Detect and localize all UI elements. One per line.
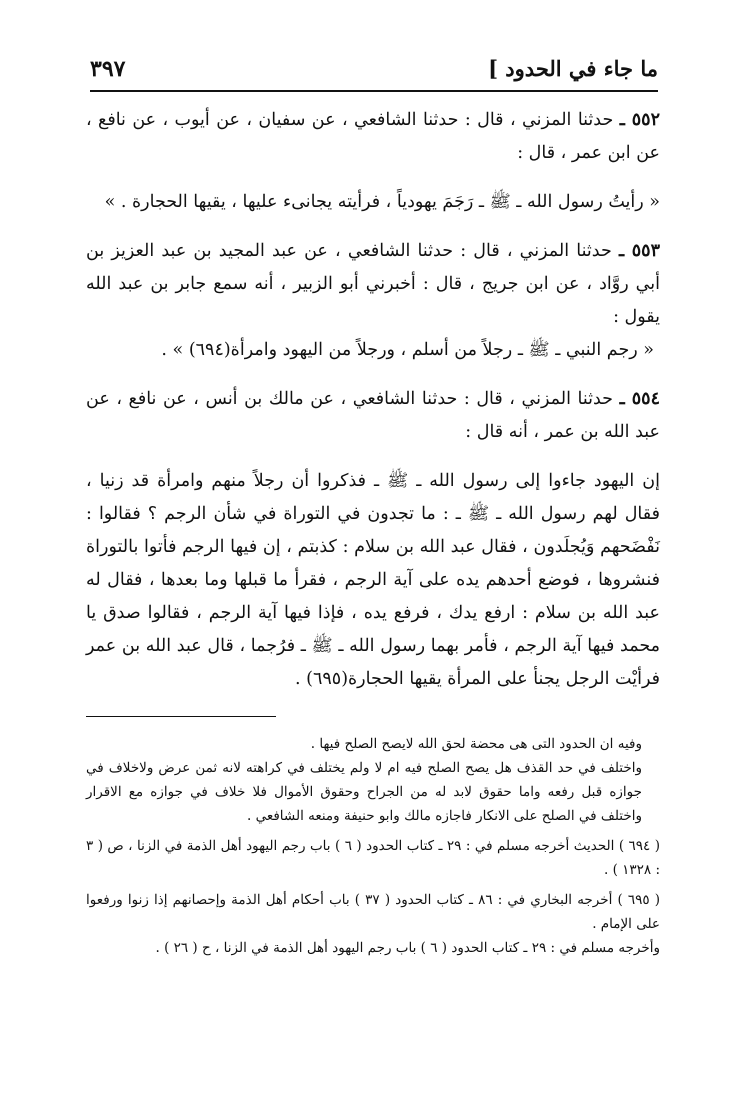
hadith-554-matn: إن اليهود جاءوا إلى رسول الله ـ ﷺ ـ فذكروا أن رجلاً منهم وامرأة قد زنيا ، فقال لهم رسول الله ـ ﷺ ـ : ما تجدون في التوراة في شأن الرجم ؟ فقالوا : نَفْضَحهم وَيُجلَدون ، فقال عبد الله بن سلام : كذبتم ، إن فيها الرجم فأتوا بالتوراة فنشروها ، فوضع أحدهم يده على آية الرجم ، فقرأ ما قبلها وما بعدها ، فقال له عبد الله بن سلام : ارفع يدك ، فرفع يده ، فإذا فيها آية الرجم ، فقالوا صدق يا محمد فيها آية الرجم ، فأمر بهما رسول الله ـ ﷺ ـ فرُجما ، قال عبد الله بن عمر فرأيْت الرجل يجنأ على المرأة يقيها الحجارة(٦٩٥) . xyxy=(86,471,660,689)
page-number: ٣٩٧ xyxy=(90,56,126,82)
hadith-553-isnad xyxy=(86,235,660,334)
hadith-552-isnad-text: حدثنا المزني ، قال : حدثنا الشافعي ، عن سفيان ، عن أيوب ، عن نافع ، عن ابن عمر ، قال : xyxy=(86,110,660,163)
hadith-553-number: ٥٥٣ ـ xyxy=(618,241,660,261)
hadith-554-number: ٥٥٤ ـ xyxy=(619,389,660,409)
hadith-552-isnad xyxy=(86,104,660,170)
footnote-694: ( ٦٩٤ ) الحديث أخرجه مسلم في : ٢٩ ـ كتاب الحدود ( ٦ ) باب رجم اليهود أهل الذمة في الزنا ، ص ( ٣ : ١٣٢٨ ) . xyxy=(86,838,661,878)
footnote-commentary-2: واختلف في حد القذف هل يصح الصلح فيه ام لا ولم يختلف في كراهته لانه ثمن عرض ولاخلاف في جوازه قبل رفعه واما حقوق لابد له من الجراح وحقوق الأموال فلا خلاف في جوازه مع الاقرار واختلف في الصلح على الانكار فاجازه مالك وابو حنيفة ومنعه الشافعي . xyxy=(86,760,642,824)
footnote-separator xyxy=(86,716,276,717)
footnote-695: ( ٦٩٥ ) أخرجه البخاري في : ٨٦ ـ كتاب الحدود ( ٣٧ ) باب أحكام أهل الذمة وإحصانهم إذا زنوا ورفعوا على الإمام . xyxy=(86,892,661,932)
main-text xyxy=(86,104,660,696)
hadith-554-isnad xyxy=(86,383,660,449)
running-header xyxy=(90,56,658,92)
hadith-554-isnad-text: حدثنا المزني ، قال : حدثنا الشافعي ، عن مالك بن أنس ، عن نافع ، عن عبد الله بن عمر ، أنه قال : xyxy=(86,389,660,442)
header-rule xyxy=(90,90,658,92)
footnote-695-continued: وأخرجه مسلم في : ٢٩ ـ كتاب الحدود ( ٦ ) باب رجم اليهود أهل الذمة في الزنا ، ح ( ٢٦ ) . xyxy=(155,940,660,956)
chapter-title: ما جاء في الحدود ] xyxy=(488,56,658,81)
hadith-552-number: ٥٥٢ ـ xyxy=(619,110,660,130)
hadith-553-isnad-text: حدثنا المزني ، قال : حدثنا الشافعي ، عن عبد المجيد بن عبد العزيز بن أبي روَّاد ، عن ابن جريج ، قال : أخبرني أبو الزبير ، أنه سمع جابر بن عبد الله يقول : xyxy=(86,241,660,327)
hadith-552-matn: « رأيتُ رسول الله ـ ﷺ ـ رَجَمَ يهودياً ، فرأيته يجانىء عليها ، يقيها الحجارة . » xyxy=(104,192,660,212)
hadith-553-matn: « رجم النبي ـ ﷺ ـ رجلاً من أسلم ، ورجلاً من اليهود وامرأة(٦٩٤) » . xyxy=(161,340,654,360)
footnote-commentary-1: وفيه ان الحدود التى هى محضة لحق الله لايصح الصلح فيها . xyxy=(310,736,642,752)
footnotes xyxy=(86,732,660,960)
